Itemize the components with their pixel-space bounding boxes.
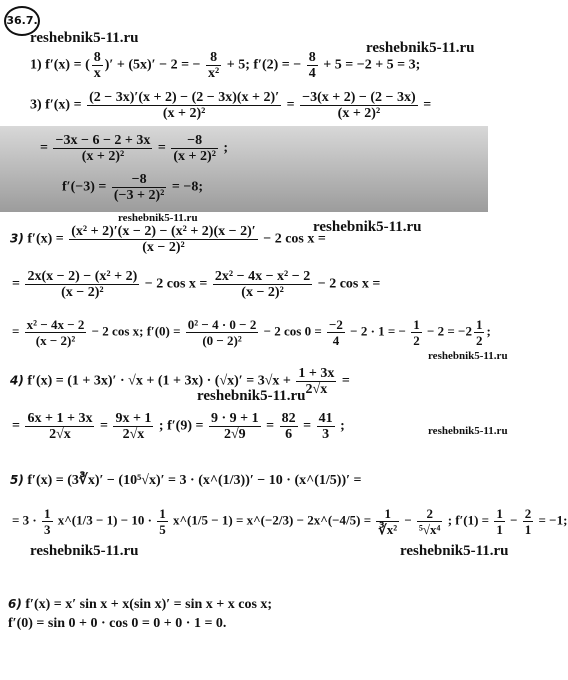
part-4-line-1: 4) f′(x) = (1 + 3x)′ · √x + (1 + 3x) · (√x)′ = 3√x + $\frac{1 + 3x}{2√x}$ = <box>10 366 350 397</box>
watermark: reshebnik5-11.ru <box>400 543 509 559</box>
part-3b-line-2: = $\frac{\text{2x(x − 2) − (x² + 2)}}{\text{(x − 2)²}}$ − 2 cos x = $\frac{\text{2x² − 4x − x² − 2}}{\text{(x − 2)²}}$ − 2 cos x = <box>12 269 381 300</box>
watermark: reshebnik5-11.ru <box>428 425 508 437</box>
part-6-line-2: f′(0) = sin 0 + 0 · cos 0 = 0 + 0 · 1 = 0. <box>8 616 227 631</box>
part-5-line-1: 5) f′(x) = (3∛x)′ − (10⁵√x)′ = 3 · (x^(1/3))′ − 10 · (x^(1/5))′ = <box>10 473 362 488</box>
watermark: reshebnik5-11.ru <box>366 40 475 56</box>
watermark: reshebnik5-11.ru <box>30 543 139 559</box>
part-3b-line-1: 3) f′(x) = $\frac{\text{(x² + 2)′(x − 2) − (x² + 2)(x − 2)′}}{\text{(x − 2)²}}$ − 2 cos x = <box>10 224 326 255</box>
watermark: reshebnik5-11.ru <box>30 30 139 46</box>
watermark: reshebnik5-11.ru <box>313 219 422 235</box>
part-6-line-1: 6) f′(x) = x′ sin x + x(sin x)′ = sin x + x cos x; <box>8 597 273 612</box>
part-3-line-2: = $\frac{-3x - 6 - 2 + 3x}{\text{(x + 2)²}}$ = $\frac{-8}{\text{(x + 2)²}}$ ; <box>40 133 229 164</box>
part-3-line-3: f′(−3) = $\frac{-8}{\text{(−3 + 2)²}}$ = −8; <box>62 172 203 203</box>
part-1-line: 1) f′(x) = ( $\frac{8}{x}$ )′ + (5x)′ − 2 = − $\frac{8}{\text{x²}}$ + 5; f′(2) = − $\frac{8}{4}$ + 5 = −2 + 5 = 3; <box>30 50 421 81</box>
watermark: reshebnik5-11.ru <box>118 212 198 224</box>
part-4-line-2: = $\frac{6x + 1 + 3x}{2√x}$ = $\frac{9x + 1}{2√x}$ ; f′(9) = $\frac{9 \cdot 9 + 1}{2√9}$ = $\frac{82}{6}$ = $\frac{41}{3}$ ; <box>12 411 345 442</box>
watermark: reshebnik5-11.ru <box>428 350 508 362</box>
watermark: reshebnik5-11.ru <box>197 388 306 404</box>
part-3b-line-3: = $\frac{\text{x² − 4x − 2}}{\text{(x − 2)²}}$ − 2 cos x; f′(0) = $\frac{\text{0² − 4 · 0 − 2}}{\text{(0 − 2)²}}$ − 2 cos 0 = $\frac{-2}{4}$ − 2 · 1 = − $\frac{1}{2}$ − 2 = −2 $\frac{1}{2}$ ; <box>12 317 491 348</box>
part-5-line-2: = 3 · $\frac{1}{3}$ x^(1/3 − 1) − 10 · $\frac{1}{5}$ x^(1/5 − 1) = x^(−2/3) − 2x^(−4/5) = $\frac{1}{\text{∛x²}}$ − $\frac{2}{\text{⁵√x⁴}}$ ; f′(1) = $\frac{1}{1}$ − $\frac{2}{1}$ = −1; <box>12 506 568 537</box>
problem-number-badge: 36.7. <box>4 6 40 36</box>
part-3-line-1: 3) f′(x) = $\frac{(2 - 3x)'(x + 2) - (2 - 3x)(x + 2)'}{\text{(x + 2)²}}$ = $\frac{-3(x + 2) - (2 - 3x)}{\text{(x + 2)²}}$ = <box>30 90 432 121</box>
